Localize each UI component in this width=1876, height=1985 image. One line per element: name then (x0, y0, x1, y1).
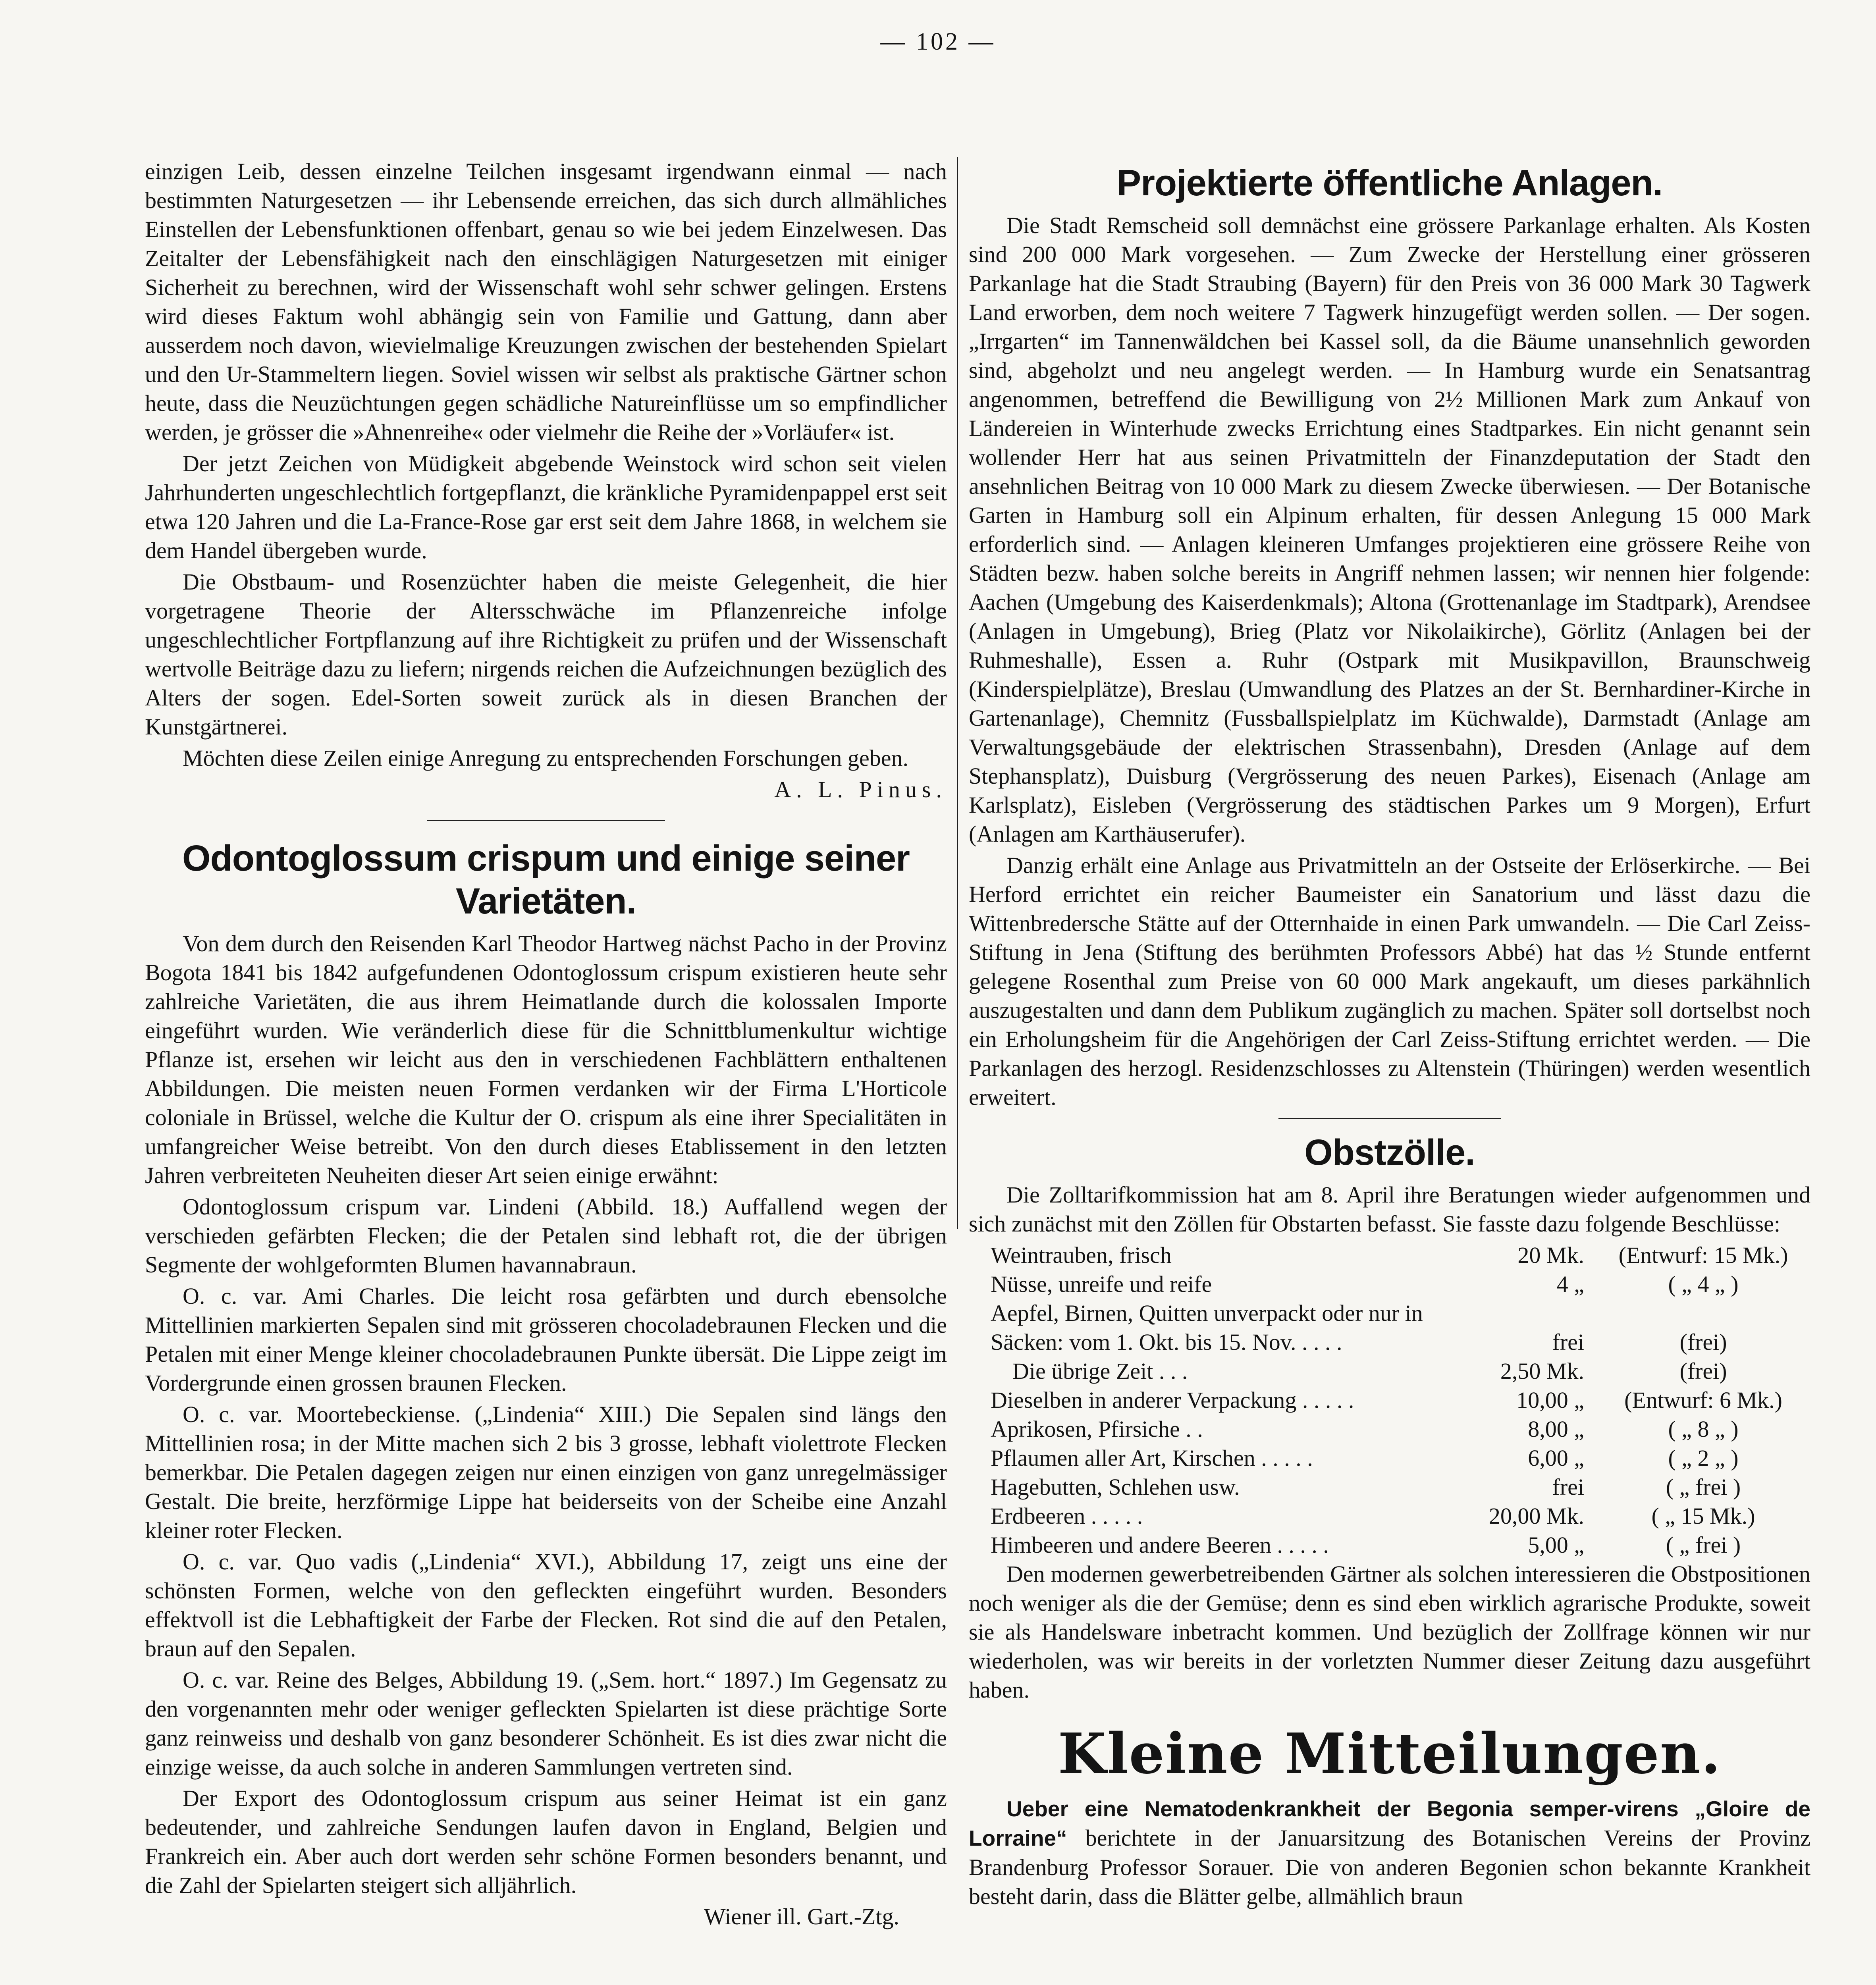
tariff-item: Pflaumen aller Art, Kirschen . . . . . (991, 1445, 1313, 1471)
orchid-paragraph-4: O. c. var. Moortebeckiense. („Lindenia“ XIII.) Die Sepalen sind längs den Mittellinien rosa; in der Mitte machen sich 2 bis 3 grosse, lebhaft violettrote Flecken bemerkbar. Die Petalen dagegen zeigen nur einen einzigen von ganz unregelmässiger Gestalt. Die breite, herzförmige Lippe hat beiderseits von der Scheibe eine Anzahl kleiner roter Flecken. (145, 1401, 947, 1543)
tariffs-closing: Den modernen gewerbetreibenden Gärtner als solchen interessieren die Obstpositionen noch weniger als die der Gemüse; denn es sind eben wirklich agrarische Produkte, soweit sie als Handelsware inbetracht kommen. Und bezüglich der Zollfrage können wir nur wiederholen, was wir bereits in der vorletzten Nummer dieser Zeitung dazu ausgeführt haben. (969, 1561, 1810, 1703)
section-rule (1278, 1118, 1501, 1119)
tariffs-heading: Obstzölle. (1304, 1132, 1475, 1173)
author-signature: A. L. Pinus. (774, 777, 947, 802)
tariff-draft: ( „ frei ) (1666, 1532, 1741, 1558)
tariff-draft: (frei) (1679, 1329, 1727, 1355)
tariff-draft: (frei) (1679, 1358, 1727, 1384)
tariff-item: Aprikosen, Pfirsiche . . (991, 1416, 1203, 1442)
left-paragraph-3: Die Obstbaum- und Rosenzüchter haben die meiste Gelegenheit, die hier vorgetragene Theorie der Altersschwäche im Pflanzenreiche infolge ungeschlechtlicher Fortpflanzung auf ihre Richtigkeit zu prüfen und der Wissenschaft wertvolle Beiträge dazu zu liefern; nirgends reichen die Aufzeichnungen bezüglich des Alters der sogen. Edel-Sorten soweit zurück als in diesen Branchen der Kunstgärtnerei. (145, 569, 947, 740)
projects-paragraph-1: Die Stadt Remscheid soll demnächst eine grössere Parkanlage erhalten. Als Kosten sind 200 000 Mark vorgesehen. — Zum Zwecke der Herstellung einer grösseren Parkanlage hat die Stadt Straubing (Bayern) für den Preis von 36 000 Mark 30 Tagwerk Land erworben, dem noch weitere 7 Tagwerk hinzugefügt werden sollen. — Der sogen. „Irrgarten“ im Tannenwäldchen bei Kassel soll, da die Bäume unansehnlich geworden sind, abgeholzt und neu angelegt werden. — In Hamburg wurde ein Senatsantrag angenommen, betreffend die Bewilligung von 2½ Millionen Mark zum Ankauf von Ländereien in Winterhude zwecks Errichtung eines Stadtparkes. Ein nicht genannt sein wollender Herr hat aus seinen Privatmitteln der Finanzdeputation der Stadt den ansehnlichen Beitrag von 10 000 Mark zu diesem Zwecke überwiesen. — Der Botanische Garten in Hamburg soll ein Alpinum erhalten, für dessen Anlegung 15 000 Mark erforderlich sind. — Anlagen kleineren Umfanges projektieren eine grössere Reihe von Städten bezw. haben solche bereits in Angriff nehmen lassen; wir nennen hier folgende: Aachen (Umgebung des Kaiserdenkmals); Altona (Grottenanlage im Stadtpark), Arendsee (Anlagen in Umgebung), Brieg (Platz vor Nikolaikirche), Görlitz (Anlagen bei der Ruhmeshalle), Essen a. Ruhr (Ostpark mit Musikpavillon, Braunschweig (Kinderspielplätze), Breslau (Umwandlung des Platzes an der St. Bernhardiner-Kirche in Gartenanlage), Chemnitz (Fussballspielplatz im Küchwalde), Darmstadt (Anlage am Verwaltungsgebäude der elektrischen Strassenbahn), Dresden (Anlage auf dem Stephansplatz), Duisburg (Vergrösserung des neuen Parkes), Eisenach (Anlage am Karlsplatz), Eisleben (Vergrösserung des städtischen Parkes um 9 Morgen), Erfurt (Anlagen am Karthäuserufer). (969, 212, 1810, 847)
tariff-rate: frei (1552, 1329, 1584, 1355)
tariff-rate: 5,00 „ (1528, 1532, 1584, 1558)
tariff-draft: ( „ 4 „ ) (1668, 1271, 1739, 1297)
tariff-item: Erdbeeren . . . . . (991, 1503, 1143, 1529)
table-row (969, 1386, 1810, 1415)
table-row (969, 1357, 1810, 1386)
orchid-paragraph-2: Odontoglossum crispum var. Lindeni (Abbild. 18.) Auffallend wegen der verschieden gefärbten Flecken; die der Petalen sind lebhaft rot, die der übrigen Segmente der wohlgeformten Blumen havannabraun. (145, 1194, 947, 1278)
orchid-paragraph-5: O. c. var. Quo vadis („Lindenia“ XVI.), Abbildung 17, zeigt uns eine der schönsten Formen, welche von den gefleckten eingeführt wurden. Besonders effektvoll ist die Lebhaftigkeit der Farbe der Flecken. Rot sind die auf den Petalen, braun auf den Sepalen. (145, 1549, 947, 1661)
projects-paragraph-2: Danzig erhält eine Anlage aus Privatmitteln an der Ostseite der Erlöserkirche. — Bei Herford errichtet ein reicher Baumeister ein Sanatorium und lässt dazu die Wittenbredersche Stätte auf der Otternhaide in einen Park umwandeln. — Die Carl Zeiss-Stiftung in Jena (Stiftung des berühmten Professors Abbé) hat das ½ Stunde entfernt gelegene Rosenthal zum Preise von 60 000 Mark angekauft, um dieses parkähnlich auszugestalten und dann dem Publikum zugänglich zu machen. Später soll dortselbst noch ein Erholungsheim für die Angehörigen der Carl Zeiss-Stiftung errichtet werden. — Die Parkanlagen des herzogl. Residenzschlosses zu Altenstein (Thüringen) werden wesentlich erweitert. (969, 852, 1810, 1110)
orchid-paragraph-3: O. c. var. Ami Charles. Die leicht rosa gefärbten und durch ebensolche Mittellinien markierten Sepalen sind mit grösseren chocoladebraunen Flecken und die Petalen mit einer Menge kleiner chocoladebraunen Punkte übersät. Die Lippe zeigt im Vordergrunde einen grossen braunen Flecken. (145, 1283, 947, 1396)
tariff-rate: 6,00 „ (1528, 1445, 1584, 1471)
tariff-rate: 20,00 Mk. (1488, 1503, 1584, 1529)
tariff-rate: frei (1552, 1474, 1584, 1500)
tariff-item: Aepfel, Birnen, Quitten unverpackt oder nur in Säcken: vom 1. Okt. bis 15. Nov. . . . . (991, 1300, 1423, 1355)
orchid-paragraph-7: Der Export des Odontoglossum crispum aus seiner Heimat ist ein ganz bedeutender, und zahlreiche Sendungen laufen davon in England, Belgien und Frankreich ein. Aber auch dort werden sehr schöne Formen besonders benannt, und die Zahl der Spielarten steigert sich alljährlich. (145, 1785, 947, 1898)
page-number: — 102 — (880, 28, 996, 55)
table-row (969, 1443, 1810, 1472)
tariff-draft: ( „ 2 „ ) (1668, 1445, 1739, 1471)
left-paragraph-4: Möchten diese Zeilen einige Anregung zu entsprechenden Forschungen geben. (183, 745, 909, 771)
tariff-rate: 20 Mk. (1517, 1242, 1584, 1268)
tariff-draft: ( „ 8 „ ) (1668, 1416, 1739, 1442)
tariff-rate: 8,00 „ (1528, 1416, 1584, 1442)
orchid-paragraph-6: O. c. var. Reine des Belges, Abbildung 19. („Sem. hort.“ 1897.) Im Gegensatz zu den vorgenannten mehr oder weniger gefleckten Spielarten ist diese prächtige Sorte ganz reinweiss und deshalb von ganz besonderer Schönheit. Es ist dies zwar nicht die einzige weisse, da auch solche in anderen Sammlungen vertreten sind. (145, 1667, 947, 1780)
left-paragraph-2: Der jetzt Zeichen von Müdigkeit abgebende Weinstock wird schon seit vielen Jahrhunderten ungeschlechtlich fortgepflanzt, die kränkliche Pyramidenpappel erst seit etwa 120 Jahren und die La-France-Rose gar erst seit dem Jahre 1868, in welchem sie dem Handel übergeben wurde. (145, 451, 947, 563)
tariff-item: Dieselben in anderer Verpackung . . . . . (991, 1387, 1354, 1413)
source-citation: Wiener ill. Gart.-Ztg. (704, 1904, 899, 1929)
table-row (969, 1530, 1810, 1559)
tariff-table (969, 1241, 1810, 1559)
table-row (969, 1270, 1810, 1299)
tariff-item: Himbeeren und andere Beeren . . . . . (991, 1532, 1329, 1558)
table-row (969, 1241, 1810, 1270)
right-column (969, 157, 1810, 1985)
tariff-draft: (Entwurf: 15 Mk.) (1618, 1242, 1788, 1268)
left-paragraph-1: einzigen Leib, dessen einzelne Teilchen insgesamt irgendwann einmal — nach bestimmten Naturgesetzen — ihr Lebensende erreichen, das sich durch allmähliches Einstellen der Lebensfunktionen offenbart, genau so wie bei jedem Einzelwesen. Das Zeitalter der Lebensfähigkeit nach den einschlägigen Naturgesetzen mit einiger Sicherheit zu berechnen, wird der Wissenschaft wohl sehr schwer gelingen. Erstens wird dieses Faktum wohl abhängig sein von Familie und Gattung, dann aber ausserdem noch davon, wievielmalige Kreuzungen zwischen der bestehenden Spielart und den Ur-Stammeltern liegen. Soviel wissen wir selbst als praktische Gärtner schon heute, dass die Neuzüchtungen gegen schädliche Natureinflüsse um so empfindlicher werden, je grösser die »Ahnenreihe« oder vielmehr die Reihe der »Vorläufer« ist. (145, 158, 947, 445)
tariff-draft: ( „ 15 Mk.) (1651, 1503, 1755, 1529)
table-row (969, 1299, 1810, 1357)
tariff-rate: 2,50 Mk. (1500, 1358, 1584, 1384)
tariff-rate: 10,00 „ (1516, 1387, 1584, 1413)
orchid-paragraph-1: Von dem durch den Reisenden Karl Theodor Hartweg nächst Pacho in der Provinz Bogota 1841 bis 1842 aufgefundenen Odontoglossum crispum existieren heute sehr zahlreiche Varietäten, die aus ihrem Heimatlande durch die kolossalen Importe eingeführt wurden. Wie veränderlich diese für die Schnittblumenkultur wichtige Pflanze ist, ersehen wir leicht aus den in verschiedenen Fachblättern enthaltenen Abbildungen. Die meisten neuen Formen verdanken wir der Firma L'Horticole coloniale in Brüssel, welche die Kultur der O. crispum als eine ihrer Specialitäten in umfangreicher Weise betreibt. Von den durch dieses Etablissement in den letzten Jahren verbreiteten Neuheiten dieser Art seien einige erwähnt: (145, 931, 947, 1188)
projects-heading: Projektierte öffentliche Anlagen. (1116, 163, 1663, 203)
tariff-draft: (Entwurf: 6 Mk.) (1624, 1387, 1782, 1413)
left-column (145, 157, 947, 1985)
misc-lead: Ueber eine Nematodenkrankheit der Begonia semper-virens „Gloire de Lorraine“ (969, 1796, 1810, 1850)
table-row (969, 1415, 1810, 1443)
section-rule (427, 820, 665, 821)
column-divider (957, 157, 958, 1229)
misc-text: berichtete in der Januarsitzung des Botanischen Vereins der Provinz Brandenburg Professor Sorauer. Die von anderen Begonien schon bekannte Krankheit besteht darin, dass die Blätter gelbe, allmählich braun (969, 1825, 1810, 1909)
tariff-item: Weintrauben, frisch (991, 1242, 1172, 1268)
tariff-item: Nüsse, unreife und reife (991, 1271, 1212, 1297)
tariff-draft: ( „ frei ) (1666, 1474, 1741, 1500)
tariff-item: Hagebutten, Schlehen usw. (991, 1474, 1240, 1500)
tariff-item: Die übrige Zeit . . . (1012, 1358, 1188, 1384)
tariff-rate: 4 „ (1556, 1271, 1584, 1297)
table-row (969, 1501, 1810, 1530)
table-row (969, 1472, 1810, 1501)
misc-paragraph (969, 1794, 1810, 1911)
tariffs-intro: Die Zolltarifkommission hat am 8. April ihre Beratungen wieder aufgenommen und sich zunächst mit den Zöllen für Obstarten befasst. Sie fasste dazu folgende Beschlüsse: (969, 1182, 1810, 1237)
orchid-article-heading: Odontoglossum crispum und einige seiner Varietäten. (182, 838, 910, 921)
misc-heading: Kleine Mitteilungen. (1058, 1721, 1722, 1786)
